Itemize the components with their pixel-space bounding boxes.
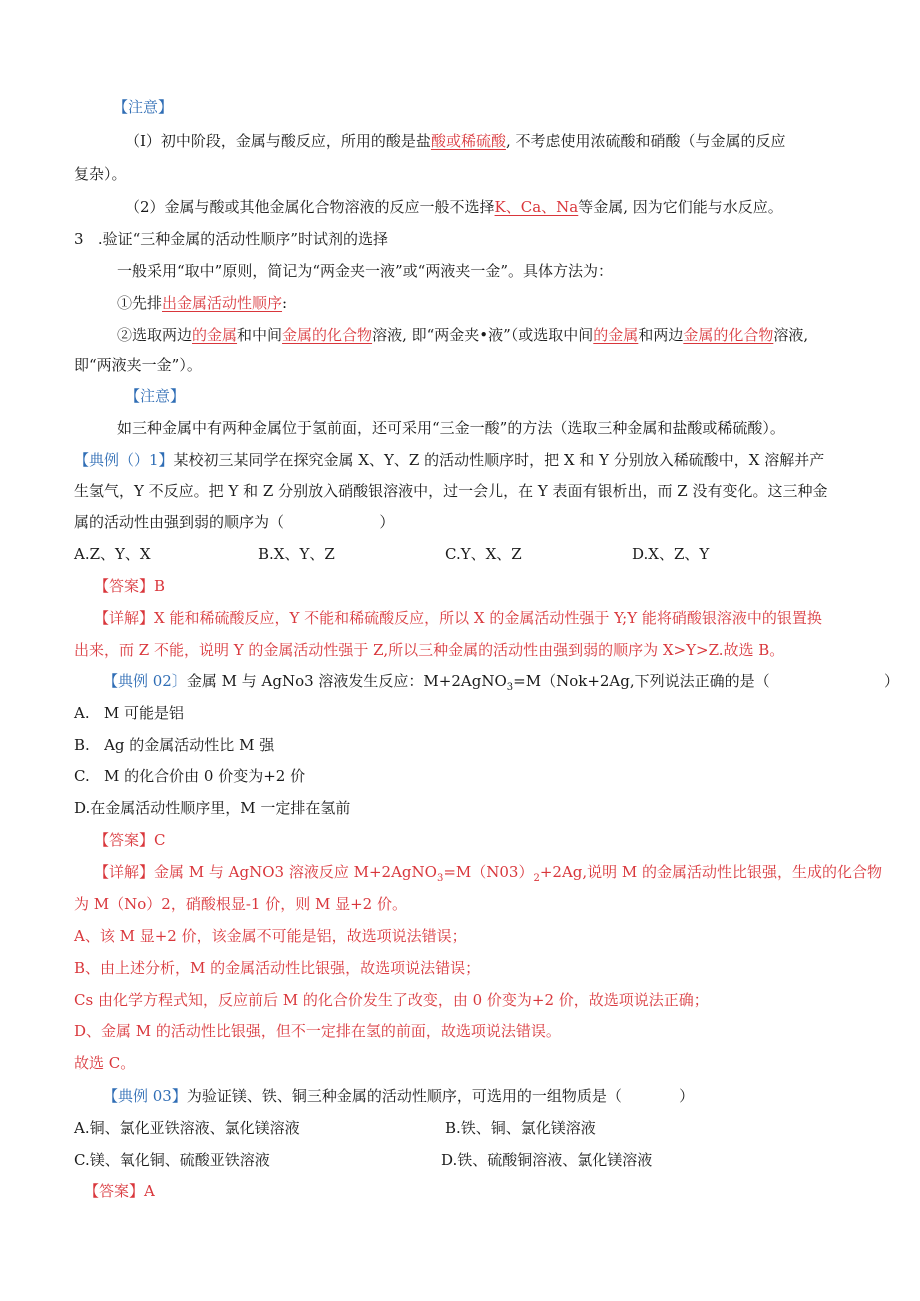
example2-option-d: D.在金属活动性顺序里，M 一定排在氢前	[74, 799, 351, 817]
note2-text: 如三种金属中有两种金属位于氢前面，还可采用“三金一酸”的方法（选取三种金属和盐酸或稀硫酸）。	[117, 419, 785, 437]
section3-heading: 3 .验证“三种金属的活动性顺序”时试剂的选择	[74, 230, 388, 248]
note1-line3: （2）金属与酸或其他金属化合物溶液的反应一般不选择K、Ca、Na等金属, 因为它们能与水反应。	[125, 198, 783, 216]
example1-detail-line1: 【详解】X 能和稀硫酸反应，Y 不能和稀硫酸反应，所以 X 的金属活动性强于 Y;Y 能将硝酸银溶液中的银置换	[94, 609, 822, 627]
example2-detail-line5: Cs 由化学方程式知，反应前后 M 的化合价发生了改变，由 0 价变为+2 价，故选项说法正确；	[74, 991, 709, 1009]
example3-question: 【典例 03】为验证镁、铁、铜三种金属的活动性顺序，可选用的一组物质是（ ）	[103, 1087, 695, 1105]
note1-line2: 复杂）。	[74, 165, 127, 183]
example2-tag: 【典例 02〕	[103, 672, 187, 690]
example2-conclusion: 故选 C。	[74, 1054, 136, 1072]
section3-paragraph: 一般采用“取中”原则，简记为“两金夹一液”或“两液夹一金”。具体方法为：	[117, 262, 614, 280]
example1-option-c: C.Y、X、Z	[445, 545, 522, 563]
note1-line1: （I）初中阶段，金属与酸反应，所用的酸是盐酸或稀硫酸, 不考虑使用浓硫酸和硝酸（与金属的反应	[125, 132, 786, 150]
example2-option-b: B. Ag 的金属活动性比 M 强	[74, 736, 275, 754]
example1-answer: 【答案】B	[94, 577, 166, 595]
example3-option-a: A.铜、氯化亚铁溶液、氯化镁溶液	[74, 1119, 300, 1137]
section3-step2: ②选取两边的金属和中间金属的化合物溶液, 即“两金夹•液”（或选取中间的金属和两边金属的化合物溶液,	[117, 326, 809, 344]
section3-step2-cont: 即“两液夹一金”）。	[74, 356, 202, 374]
example2-detail-line6: D、金属 M 的活动性比银强，但不一定排在氢的前面，故选项说法错误。	[74, 1022, 561, 1040]
example1-question-line2: 生氢气，Y 不反应。把 Y 和 Z 分别放入硝酸银溶液中，过一会儿，在 Y 表面有银析出，而 Z 没有变化。这三种金	[74, 482, 828, 500]
example3-option-b: B.铁、铜、氯化镁溶液	[445, 1119, 596, 1137]
example3-tag: 【典例 03】	[103, 1087, 187, 1105]
example1-tag: 【典例（）1】	[74, 451, 174, 469]
example3-option-c: C.镁、氧化铜、硫酸亚铁溶液	[74, 1151, 270, 1169]
example2-question: 【典例 02〕金属 M 与 AgNo3 溶液发生反应：M+2AgNO$_3$=M（Nok+2Ag,下列说法正确的是（ ）	[103, 672, 900, 693]
section3-step1: ①先排出金属活动性顺序:	[117, 294, 288, 312]
example2-answer: 【答案】C	[94, 831, 166, 849]
example1-question-line3: 属的活动性由强到弱的顺序为（ ）	[74, 513, 395, 531]
example2-option-a: A. M 可能是铝	[74, 704, 185, 722]
example1-question-line1: 【典例（）1】某校初三某同学在探究金属 X、Y、Z 的活动性顺序时，把 X 和 Y 分别放入稀硫酸中，X 溶解并产	[74, 451, 825, 469]
example3-option-d: D.铁、硫酸铜溶液、氯化镁溶液	[441, 1151, 653, 1169]
note2-tag: 【注意】	[125, 387, 186, 405]
note1-tag: 【注意】	[113, 98, 174, 116]
example1-detail-line2: 出来，而 Z 不能，说明 Y 的金属活动性强于 Z,所以三种金属的活动性由强到弱的顺序为 X>Y>Z.故选 B。	[74, 641, 785, 659]
example2-detail-line4: B、由上述分析，M 的金属活动性比银强，故选项说法错误；	[74, 959, 481, 977]
example2-option-c: C. M 的化合价由 0 价变为+2 价	[74, 767, 306, 785]
example2-detail-line2: 为 M（No）2，硝酸根显-1 价，则 M 显+2 价。	[74, 895, 407, 913]
example2-detail-line3: A、该 M 显+2 价，该金属不可能是铝，故选项说法错误；	[74, 927, 467, 945]
example2-detail-line1: 【详解】金属 M 与 AgNO3 溶液反应 $M+2AgNO_3=M(N03)_2+2Ag$,说明 M 的金属活动性比银强，生成的化合物	[94, 863, 883, 884]
example3-answer: 【答案】A	[84, 1182, 155, 1200]
example1-option-b: B.X、Y、Z	[258, 545, 335, 563]
example1-option-d: D.X、Z、Y	[632, 545, 710, 563]
example1-option-a: A.Z、Y、X	[74, 545, 151, 563]
